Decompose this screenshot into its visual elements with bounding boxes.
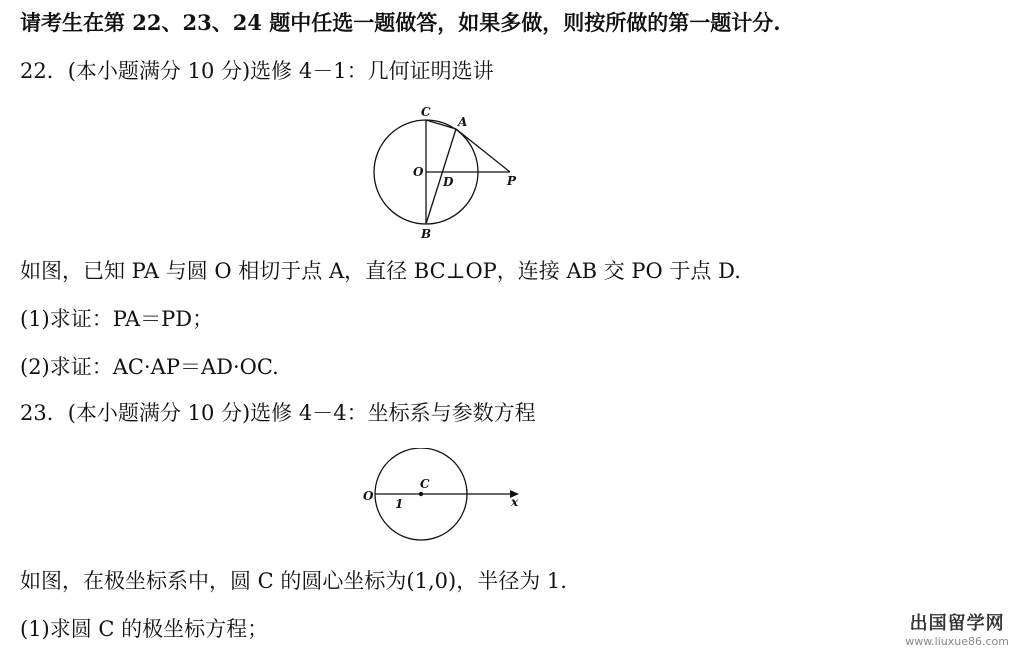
q22-part2: (2)求证：AC·AP＝AD·OC. (20, 355, 279, 379)
q23-stem: 如图，在极坐标系中，圆 C 的圆心坐标为(1,0)，半径为 1. (20, 569, 567, 593)
label-o: O (363, 489, 374, 503)
label-a: A (458, 115, 468, 129)
watermark (905, 609, 1009, 648)
label-d: D (443, 175, 454, 189)
label-c: C (420, 477, 430, 491)
label-o: O (413, 165, 424, 179)
q22-stem: 如图，已知 PA 与圆 O 相切于点 A，直径 BC⊥OP，连接 AB 交 PO 于点 D. (20, 259, 741, 283)
chord-ca (426, 120, 456, 129)
q22-title: 22．(本小题满分 10 分)选修 4－1：几何证明选讲 (20, 59, 494, 83)
label-c: C (421, 105, 431, 119)
q23-diagram-svg (355, 448, 535, 548)
label-x: x (511, 495, 519, 509)
q23-part1: (1)求圆 C 的极坐标方程； (20, 617, 269, 641)
q22-figure (360, 100, 540, 240)
label-p: P (507, 174, 517, 188)
instructions-text: 请考生在第 22、23、24 题中任选一题做答，如果多做，则按所做的第一题计分. (20, 10, 781, 35)
label-one: 1 (395, 497, 404, 511)
tangent-pa (456, 129, 510, 172)
q23-title: 23．(本小题满分 10 分)选修 4－4：坐标系与参数方程 (20, 401, 536, 425)
watermark-url: www.liuxue86.com (905, 635, 1009, 648)
q22-part1: (1)求证：PA＝PD； (20, 307, 214, 331)
label-b: B (421, 227, 432, 240)
q22-diagram-svg (360, 100, 540, 240)
center-point (419, 492, 423, 496)
watermark-site: 出国留学网 (909, 613, 1005, 634)
q23-figure (355, 448, 535, 548)
